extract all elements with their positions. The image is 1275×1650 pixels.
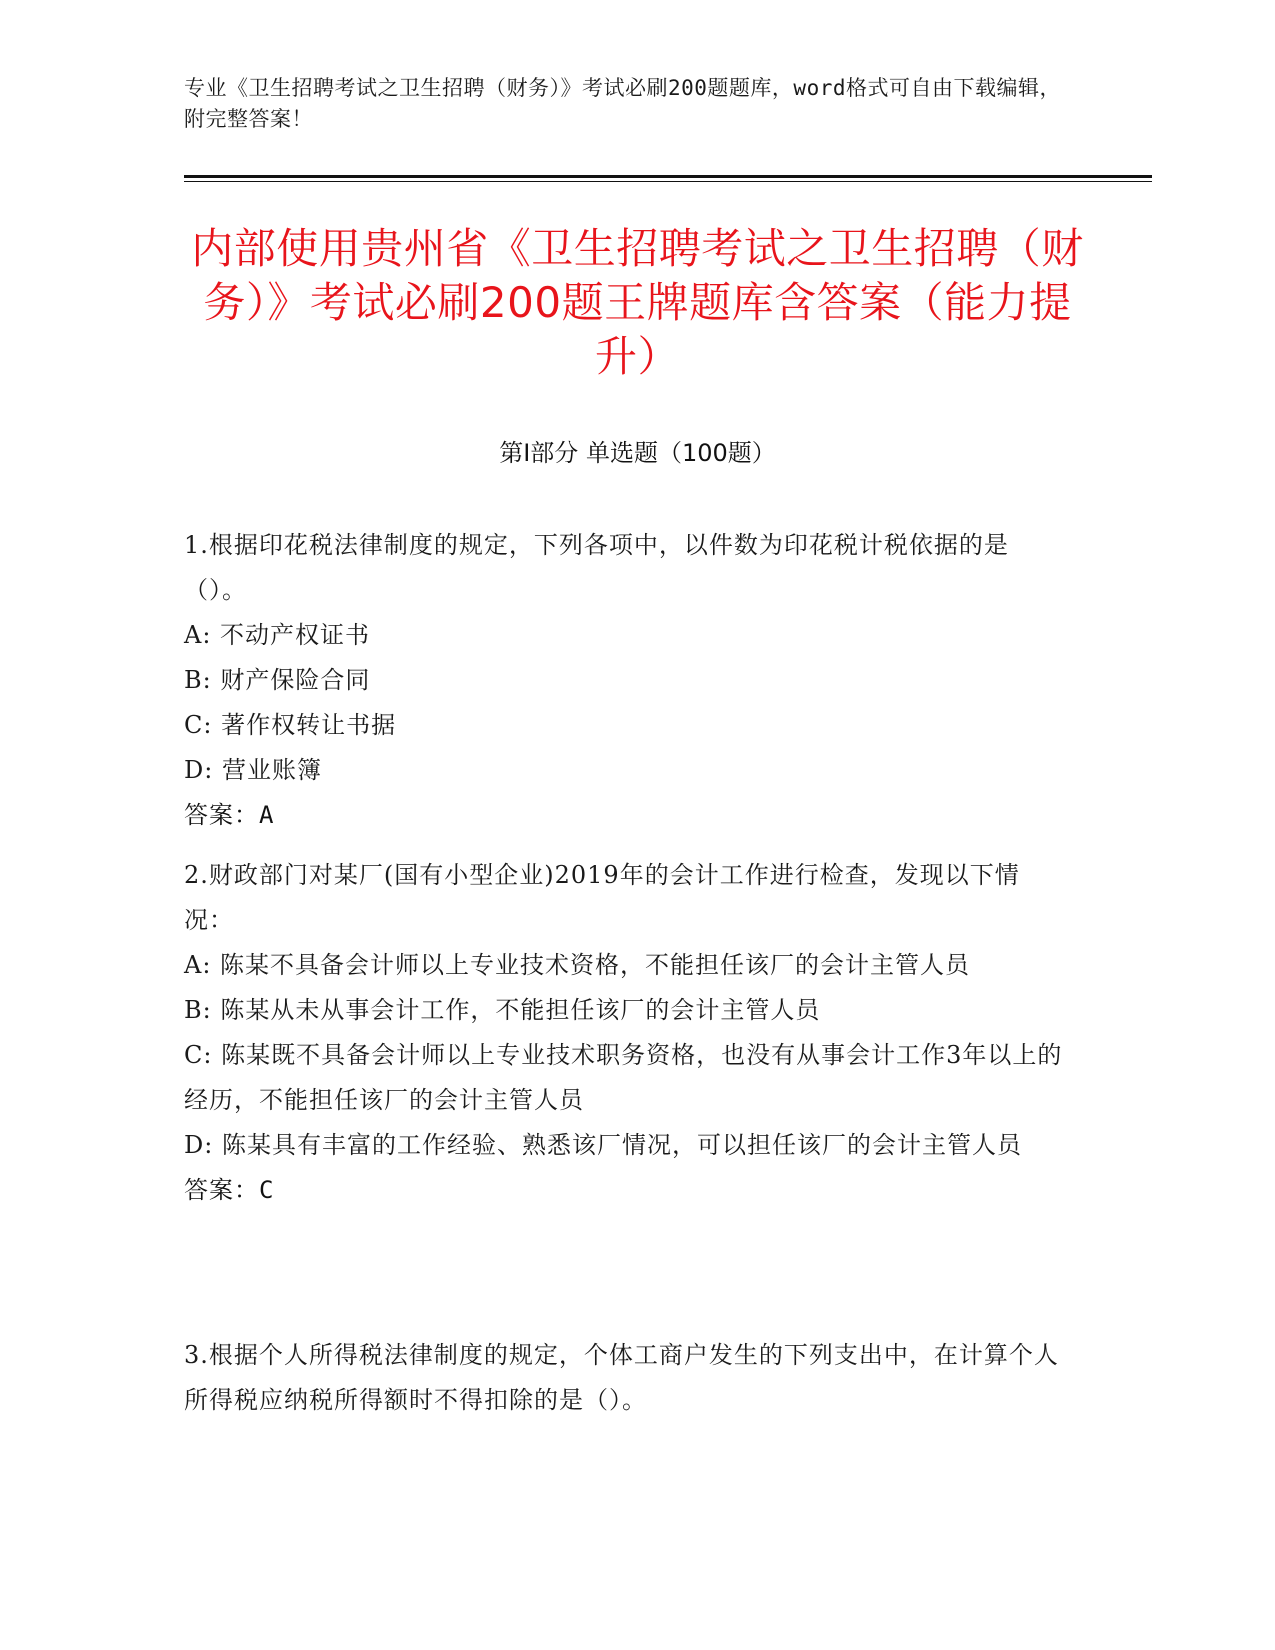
answer-label: 答案： [184, 1176, 259, 1204]
document-title: 内部使用贵州省《卫生招聘考试之卫生招聘（财务）》考试必刷200题王牌题库含答案（能力提升） [191, 224, 1084, 381]
option-c: C: 陈某既不具备会计师以上专业技术职务资格，也没有从事会计工作3年以上的经历，不能担任该厂的会计主管人员 [184, 1041, 1063, 1114]
question-stem: 1.根据印花税法律制度的规定，下列各项中，以件数为印花税计税依据的是（）。 [184, 531, 1009, 604]
header-divider-thick [184, 175, 1152, 178]
answer-label: 答案： [184, 801, 259, 829]
option-c: C: 著作权转让书据 [184, 711, 397, 739]
question-3 [184, 1333, 1064, 1423]
option-b: B: 财产保险合同 [184, 666, 371, 694]
answer-value: A [259, 801, 275, 829]
header-divider-thin [184, 181, 1152, 182]
answer-line [184, 1168, 1064, 1213]
option-a: A: 陈某不具备会计师以上专业技术资格，不能担任该厂的会计主管人员 [184, 951, 971, 979]
question-stem: 3.根据个人所得税法律制度的规定，个体工商户发生的下列支出中，在计算个人所得税应纳税所得额时不得扣除的是（）。 [184, 1341, 1059, 1414]
option-a: A: 不动产权证书 [184, 621, 371, 649]
question-2 [184, 853, 1064, 1213]
answer-value: C [259, 1176, 275, 1204]
question-stem: 2.财政部门对某厂(国有小型企业)2019年的会计工作进行检查，发现以下情况： [184, 861, 1020, 934]
section-title: 第Ⅰ部分 单选题（100题） [499, 439, 776, 467]
answer-line [184, 793, 1064, 838]
header-note: 专业《卫生招聘考试之卫生招聘（财务）》考试必刷200题题库，word格式可自由下载编辑，附完整答案！ [184, 76, 1061, 131]
question-1 [184, 523, 1064, 838]
option-b: B: 陈某从未从事会计工作，不能担任该厂的会计主管人员 [184, 996, 821, 1024]
option-d: D: 陈某具有丰富的工作经验、熟悉该厂情况，可以担任该厂的会计主管人员 [184, 1131, 1022, 1159]
option-d: D: 营业账簿 [184, 756, 322, 784]
